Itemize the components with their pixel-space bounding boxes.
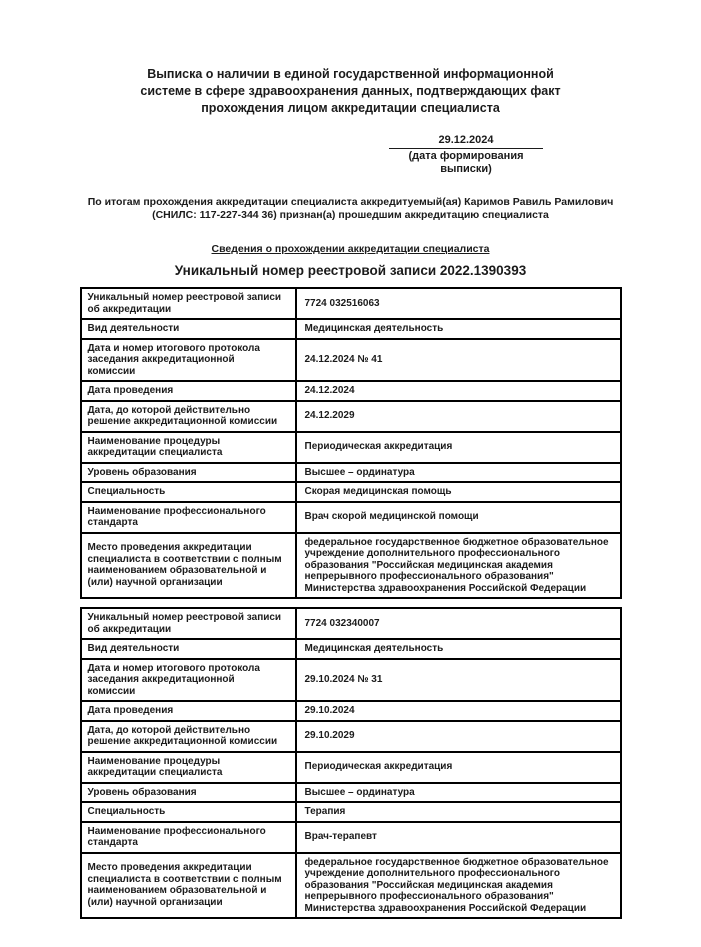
document-title-line: прохождения лицом аккредитации специалиста xyxy=(201,101,500,115)
row-label: Уникальный номер реестровой записи об аккредитации xyxy=(81,288,296,319)
row-value: Медицинская деятельность xyxy=(296,639,621,659)
table-row xyxy=(81,432,621,463)
row-label: Уровень образования xyxy=(81,463,296,483)
extract-date-caption: (дата формирования выписки) xyxy=(408,150,524,175)
row-value: Периодическая аккредитация xyxy=(296,752,621,783)
row-value: 24.12.2024 № 41 xyxy=(296,339,621,382)
row-label: Наименование процедуры аккредитации специалиста xyxy=(81,432,296,463)
row-value: Врач скорой медицинской помощи xyxy=(296,502,621,533)
row-label: Дата и номер итогового протокола заседания аккредитационной комиссии xyxy=(81,659,296,702)
document-title-line: Выписка о наличии в единой государственной информационной xyxy=(147,67,554,81)
document-title xyxy=(106,66,596,117)
table-row xyxy=(81,401,621,432)
row-label: Дата проведения xyxy=(81,701,296,721)
table-row xyxy=(81,701,621,721)
row-label: Специальность xyxy=(81,482,296,502)
row-value: Скорая медицинская помощь xyxy=(296,482,621,502)
document-title-line: системе в сфере здравоохранения данных, подтверждающих факт xyxy=(140,84,561,98)
row-value: 7724 032340007 xyxy=(296,608,621,639)
table-row xyxy=(81,319,621,339)
registry-number-heading: Уникальный номер реестровой записи 2022.1390393 xyxy=(174,263,527,278)
row-label: Место проведения аккредитации специалиста в соответствии с полным наименованием образовательной и (или) научной организации xyxy=(81,533,296,599)
row-label: Специальность xyxy=(81,802,296,822)
table-row xyxy=(81,533,621,599)
row-label: Наименование профессионального стандарта xyxy=(81,502,296,533)
extract-date-block xyxy=(389,134,543,176)
table-row xyxy=(81,783,621,803)
row-value: Терапия xyxy=(296,802,621,822)
row-value: 29.10.2024 № 31 xyxy=(296,659,621,702)
accreditation-table-1 xyxy=(80,287,622,599)
row-value: федеральное государственное бюджетное образовательное учреждение дополнительного профессионального образования "Российская медицинская академия непрерывного профессионального образования" Министерства здравоохранения Российской Федерации xyxy=(296,853,621,919)
table-row xyxy=(81,639,621,659)
document-page xyxy=(0,66,701,947)
row-label: Дата, до которой действительно решение аккредитационной комиссии xyxy=(81,721,296,752)
row-value: Медицинская деятельность xyxy=(296,319,621,339)
row-value: Врач-терапевт xyxy=(296,822,621,853)
row-label: Вид деятельности xyxy=(81,319,296,339)
row-value: 24.12.2029 xyxy=(296,401,621,432)
section-heading: Сведения о прохождении аккредитации специалиста xyxy=(211,243,490,255)
row-label: Дата проведения xyxy=(81,381,296,401)
table-row xyxy=(81,752,621,783)
row-value: 24.12.2024 xyxy=(296,381,621,401)
row-value: Высшее – ординатура xyxy=(296,783,621,803)
row-value: 7724 032516063 xyxy=(296,288,621,319)
row-label: Дата, до которой действительно решение аккредитационной комиссии xyxy=(81,401,296,432)
table-row xyxy=(81,339,621,382)
table-row xyxy=(81,802,621,822)
row-value: 29.10.2024 xyxy=(296,701,621,721)
extract-date: 29.12.2024 xyxy=(389,134,543,149)
table-row xyxy=(81,608,621,639)
row-value: федеральное государственное бюджетное образовательное учреждение дополнительного профессионального образования "Российская медицинская академия непрерывного профессионального образования" Министерства здравоохранения Российской Федерации xyxy=(296,533,621,599)
table-row xyxy=(81,721,621,752)
row-value: Высшее – ординатура xyxy=(296,463,621,483)
accreditation-table-2 xyxy=(80,607,622,919)
table-row xyxy=(81,482,621,502)
row-label: Вид деятельности xyxy=(81,639,296,659)
table-row xyxy=(81,381,621,401)
accreditation-summary-paragraph: По итогам прохождения аккредитации специалиста аккредитуемый(ая) Каримов Равиль Рамилович (СНИЛС: 117-227-344 36) признан(а) прошедшим аккредитацию специалиста xyxy=(87,196,614,221)
table-row xyxy=(81,659,621,702)
row-value: Периодическая аккредитация xyxy=(296,432,621,463)
row-label: Дата и номер итогового протокола заседания аккредитационной комиссии xyxy=(81,339,296,382)
row-label: Уровень образования xyxy=(81,783,296,803)
table-row xyxy=(81,288,621,319)
table-row xyxy=(81,822,621,853)
table-row xyxy=(81,502,621,533)
table-row xyxy=(81,463,621,483)
row-label: Место проведения аккредитации специалиста в соответствии с полным наименованием образовательной и (или) научной организации xyxy=(81,853,296,919)
row-label: Наименование профессионального стандарта xyxy=(81,822,296,853)
row-label: Наименование процедуры аккредитации специалиста xyxy=(81,752,296,783)
table-row xyxy=(81,853,621,919)
row-value: 29.10.2029 xyxy=(296,721,621,752)
row-label: Уникальный номер реестровой записи об аккредитации xyxy=(81,608,296,639)
